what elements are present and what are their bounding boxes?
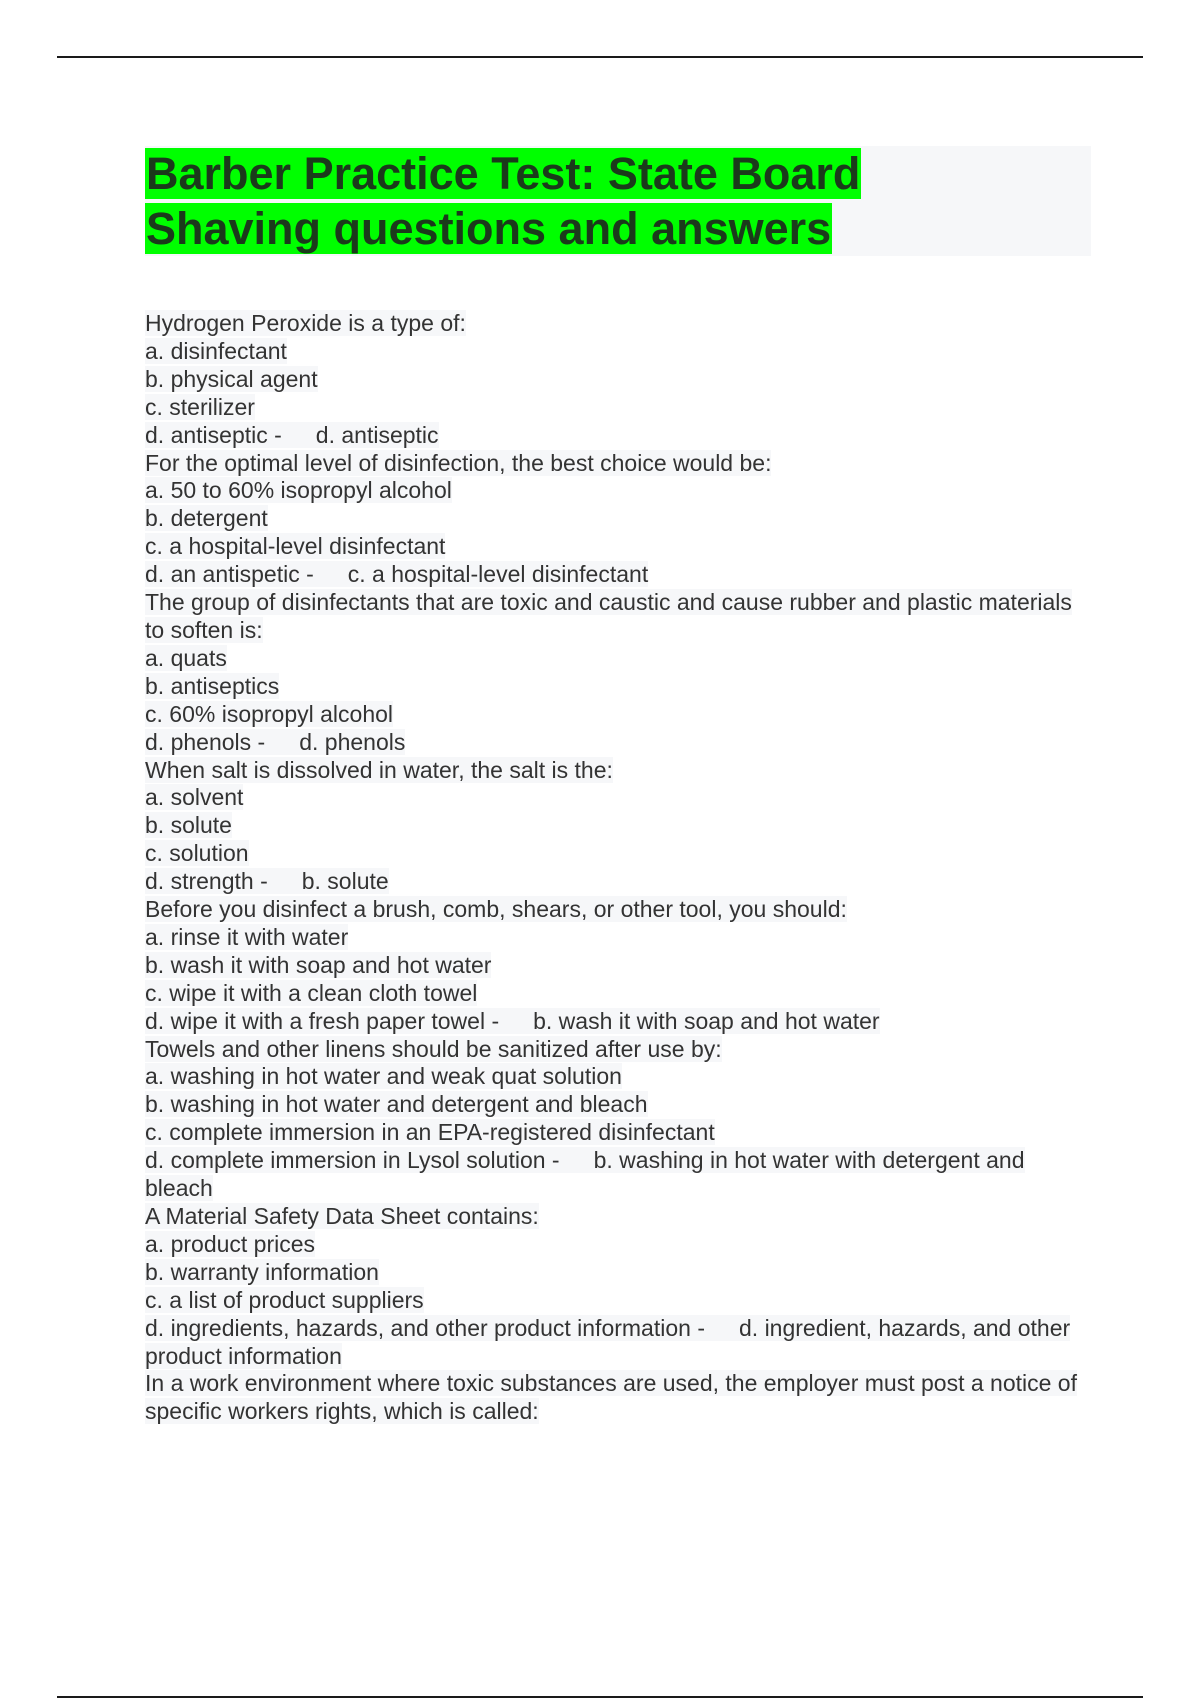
option-text — [145, 952, 491, 978]
option-text — [145, 533, 445, 559]
option-text — [145, 1231, 315, 1257]
answer-option — [145, 561, 1095, 589]
correct-answer: d. phenols — [299, 728, 406, 755]
question-text — [145, 896, 1095, 924]
option-label: a. 50 to 60% isopropyl alcohol — [145, 477, 452, 504]
question-block — [145, 757, 1095, 897]
answer-option — [145, 1119, 1095, 1147]
question-text — [145, 1370, 1095, 1426]
answer-option — [145, 422, 1095, 450]
option-label: a. rinse it with water — [145, 923, 349, 950]
question-label: For the optimal level of disinfection, the best choice would be: — [145, 449, 772, 476]
option-text — [145, 1147, 1025, 1201]
option-text — [145, 338, 287, 364]
answer-option — [145, 784, 1095, 812]
option-label: d. ingredients, hazards, and other product information - — [145, 1314, 705, 1341]
question-text — [145, 1036, 1095, 1064]
option-label: a. washing in hot water and weak quat solution — [145, 1063, 622, 1090]
answer-option — [145, 366, 1095, 394]
option-text — [145, 505, 268, 531]
answer-option — [145, 505, 1095, 533]
option-text — [145, 980, 477, 1006]
answer-option — [145, 840, 1095, 868]
option-text — [145, 1119, 715, 1145]
option-text — [145, 673, 279, 699]
option-label: a. disinfectant — [145, 337, 287, 364]
answer-option — [145, 1231, 1095, 1259]
option-text — [145, 701, 393, 727]
answer-option — [145, 1315, 1095, 1371]
option-label: b. physical agent — [145, 365, 318, 392]
option-label: a. quats — [145, 644, 227, 671]
option-label: b. warranty information — [145, 1258, 379, 1285]
correct-answer: b. wash it with soap and hot water — [533, 1007, 880, 1034]
option-label: b. detergent — [145, 505, 268, 532]
correct-answer: c. a hospital-level disinfectant — [347, 561, 649, 588]
answer-option — [145, 952, 1095, 980]
question-label: Before you disinfect a brush, comb, shears, or other tool, you should: — [145, 896, 847, 923]
option-text — [145, 1315, 1070, 1369]
answer-option — [145, 980, 1095, 1008]
option-text — [145, 1063, 622, 1089]
option-text — [145, 422, 439, 448]
option-label: b. antiseptics — [145, 672, 280, 699]
option-label: c. 60% isopropyl alcohol — [145, 700, 394, 727]
question-label: A Material Safety Data Sheet contains: — [145, 1203, 539, 1229]
option-text — [145, 561, 648, 587]
correct-answer: d. ingredient, hazards, and other product information — [145, 1314, 1071, 1369]
option-text — [145, 924, 348, 950]
answer-option — [145, 701, 1095, 729]
question-block — [145, 1203, 1095, 1370]
option-label: c. complete immersion in an EPA-registered disinfectant — [145, 1119, 715, 1146]
title-block — [145, 146, 1091, 256]
answer-option — [145, 729, 1095, 757]
question-text — [145, 589, 1095, 645]
option-label: d. phenols - — [145, 728, 266, 755]
option-text — [145, 1259, 379, 1285]
question-block — [145, 310, 1095, 450]
question-label: Hydrogen Peroxide is a type of: — [145, 310, 466, 336]
option-label: a. solvent — [145, 784, 244, 811]
option-text — [145, 1287, 424, 1313]
question-block — [145, 896, 1095, 1036]
correct-answer: b. washing in hot water with detergent and bleach — [145, 1147, 1025, 1202]
option-label: b. wash it with soap and hot water — [145, 951, 492, 978]
option-label: a. product prices — [145, 1230, 316, 1257]
question-block — [145, 450, 1095, 590]
option-text — [145, 645, 227, 671]
answer-option — [145, 1147, 1095, 1203]
option-text — [145, 729, 405, 755]
option-text — [145, 477, 452, 503]
question-text — [145, 310, 1095, 338]
question-label: When salt is dissolved in water, the salt is the: — [145, 756, 613, 783]
option-text — [145, 840, 249, 866]
answer-option — [145, 394, 1095, 422]
question-block — [145, 1370, 1095, 1426]
questions-list — [145, 310, 1095, 1426]
option-label: c. sterilizer — [145, 393, 255, 420]
option-label: d. antiseptic - — [145, 421, 282, 448]
option-label: d. complete immersion in Lysol solution - — [145, 1147, 560, 1174]
answer-option — [145, 338, 1095, 366]
answer-option — [145, 1063, 1095, 1091]
answer-option — [145, 477, 1095, 505]
option-text — [145, 784, 243, 810]
answer-option — [145, 1287, 1095, 1315]
option-label: c. wipe it with a clean cloth towel — [145, 979, 478, 1006]
option-text — [145, 1008, 880, 1034]
answer-option — [145, 924, 1095, 952]
option-label: b. solute — [145, 812, 232, 839]
option-text — [145, 812, 232, 838]
question-block — [145, 1036, 1095, 1203]
answer-option — [145, 645, 1095, 673]
answer-option — [145, 533, 1095, 561]
bottom-rule — [57, 1696, 1143, 1698]
option-label: c. a list of product suppliers — [145, 1286, 424, 1313]
question-text — [145, 757, 1095, 785]
option-text — [145, 1091, 648, 1117]
option-text — [145, 868, 389, 894]
title-line-1: Barber Practice Test: State Board — [146, 148, 861, 199]
question-label: Towels and other linens should be sanitized after use by: — [145, 1035, 722, 1062]
question-text — [145, 1203, 1095, 1231]
correct-answer: b. solute — [301, 868, 389, 895]
question-block — [145, 589, 1095, 756]
title-line-2: Shaving questions and answers — [146, 203, 832, 254]
option-label: c. a hospital-level disinfectant — [145, 533, 446, 560]
answer-option — [145, 868, 1095, 896]
option-label: d. strength - — [145, 868, 268, 895]
correct-answer: d. antiseptic — [315, 421, 439, 448]
question-text — [145, 450, 1095, 478]
option-text — [145, 366, 318, 392]
document-title — [145, 146, 1091, 256]
answer-option — [145, 1259, 1095, 1287]
answer-option — [145, 1091, 1095, 1119]
option-label: d. wipe it with a fresh paper towel - — [145, 1007, 500, 1034]
answer-option — [145, 673, 1095, 701]
answer-option — [145, 1008, 1095, 1036]
option-label: c. solution — [145, 840, 249, 867]
option-label: b. washing in hot water and detergent and bleach — [145, 1091, 648, 1118]
top-rule — [57, 56, 1143, 58]
option-label: d. an antispetic - — [145, 561, 314, 588]
answer-option — [145, 812, 1095, 840]
option-text — [145, 394, 255, 420]
question-label: In a work environment where toxic substances are used, the employer must post a notice of specific workers rights, which is called: — [145, 1370, 1077, 1425]
question-label: The group of disinfectants that are toxic and caustic and cause rubber and plastic materials to soften is: — [145, 589, 1072, 643]
